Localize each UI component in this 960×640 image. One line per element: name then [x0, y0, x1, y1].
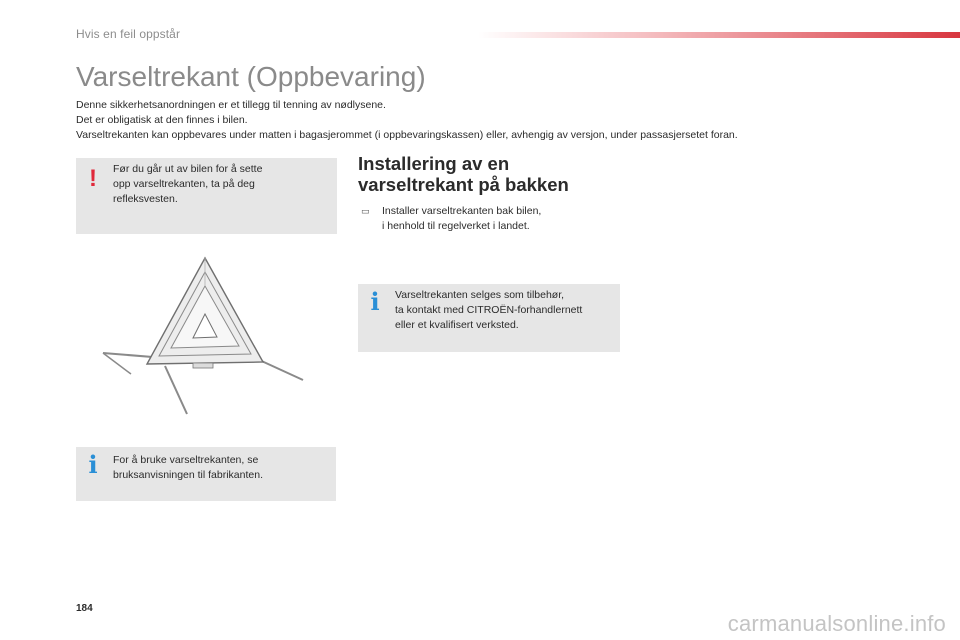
info-box-right — [358, 284, 620, 352]
info-text-right — [395, 288, 582, 333]
warning-text — [113, 162, 262, 207]
info-line: For å bruke varseltrekanten, se — [113, 454, 259, 466]
warning-box — [76, 158, 337, 234]
info-line: ta kontakt med CITROËN-forhandlernett — [395, 304, 583, 316]
info-line: eller et kvalifisert verksted. — [395, 319, 519, 331]
header-accent-bar — [478, 32, 960, 38]
bullet-line: i henhold til regelverket i landet. — [382, 220, 530, 232]
info-text-left — [113, 453, 263, 483]
intro-line: Denne sikkerhetsanordningen er et tillegg til tenning av nødlysene. — [76, 99, 386, 111]
watermark: carmanualsonline.info — [727, 611, 946, 636]
info-box-left — [76, 447, 336, 501]
page-number: 184 — [76, 603, 93, 614]
info-icon: i — [370, 287, 380, 316]
intro-line: Varseltrekanten kan oppbevares under matten i bagasjerommet (i oppbevaringskassen) eller, avhengig av versjon, under passasjersetet foran. — [76, 129, 738, 141]
info-line: bruksanvisningen til fabrikanten. — [113, 469, 264, 481]
bullet-line: Installer varseltrekanten bak bilen, — [382, 205, 542, 217]
heading-line: Installering av en — [358, 153, 510, 174]
intro-line: Det er obligatisk at den finnes i bilen. — [76, 114, 248, 126]
page-title: Varseltrekant (Oppbevaring) — [76, 61, 426, 92]
warning-line: opp varseltrekanten, ta på deg — [113, 178, 255, 190]
warning-line: Før du går ut av bilen for å sette — [113, 163, 263, 175]
warning-triangle-illustration — [95, 250, 315, 420]
intro-text — [76, 98, 738, 143]
installation-heading — [358, 153, 569, 195]
heading-line: varseltrekant på bakken — [358, 174, 569, 195]
exclamation-icon: ! — [89, 165, 97, 192]
warning-line: refleksvesten. — [113, 193, 178, 205]
info-line: Varseltrekanten selges som tilbehør, — [395, 289, 565, 301]
section-title: Hvis en feil oppstår — [76, 27, 181, 41]
info-icon: i — [88, 450, 98, 479]
checkbox-bullet-icon: ▭ — [361, 206, 370, 216]
bullet-text — [382, 204, 541, 234]
